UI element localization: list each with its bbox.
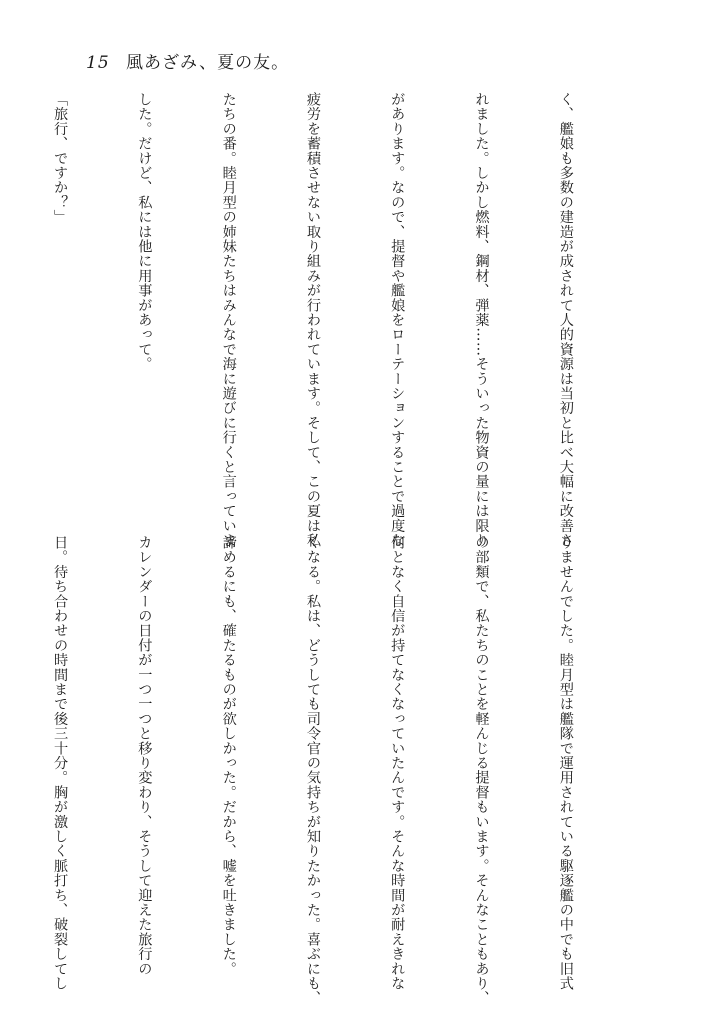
text-column: く、艦娘も多数の建造が成されて人的資源は当初と比べ大幅に改善さ	[557, 92, 574, 548]
text-block-top	[0, 92, 636, 548]
page-header	[86, 48, 289, 73]
text-column: 日。待ち合わせの時間まで後三十分。胸が激しく脈打ち、破裂してし	[52, 535, 69, 991]
text-column: たちの番。睦月型の姉妹たちはみんなで海に遊びに行くと言っていま	[220, 92, 237, 548]
chapter-title: 風あざみ、夏の友。	[126, 53, 290, 73]
text-column: 何となく自信が持てなくなっていたんです。そんな時間が耐えきれな	[389, 535, 406, 991]
text-column: した。だけど、私には他に用事があって。	[136, 92, 153, 372]
text-column: りませんでした。睦月型は艦隊で運用されている駆逐艦の中でも旧式	[557, 535, 574, 991]
text-column: カレンダーの日付が一つ一つと移り変わり、そうして迎えた旅行の	[136, 535, 153, 976]
text-column: 疲労を蓄積させない取り組みが行われています。そして、この夏は私	[304, 92, 321, 548]
text-column: があります。なので、提督や艦娘をローテーションすることで過度な	[389, 92, 406, 548]
text-block-bottom	[0, 535, 636, 1006]
text-column: 「旅行、ですか？」	[52, 92, 69, 225]
text-column: れました。しかし燃料、鋼材、弾薬……そういった物資の量には限り	[473, 92, 490, 548]
text-column: くなる。私は、どうしても司令官の気持ちが知りたかった。喜ぶにも、	[304, 535, 321, 1006]
text-column: 諦めるにも、確たるものが欲しかった。だから、嘘を吐きました。	[220, 535, 237, 976]
page-number: 15	[86, 53, 110, 73]
text-column: の部類で、私たちのことを軽んじる提督もいます。そんなこともあり、	[473, 535, 490, 1006]
